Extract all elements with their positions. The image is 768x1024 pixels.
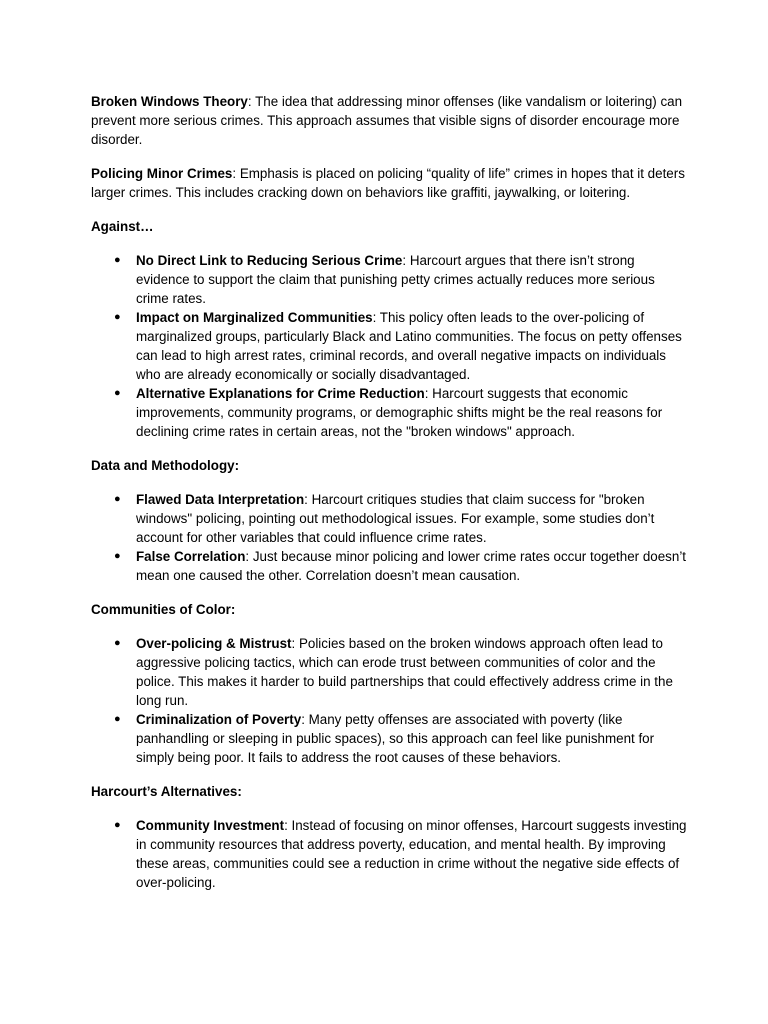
bullet-list-communities-of-color <box>91 634 691 767</box>
item-term: No Direct Link to Reducing Serious Crime <box>136 253 403 268</box>
item-term: Community Investment <box>136 818 285 833</box>
bullet-icon: ● <box>114 387 121 399</box>
intro-paragraph-broken-windows <box>91 92 691 149</box>
bullet-list-against <box>91 251 691 441</box>
bullet-list-data-methodology <box>91 490 691 585</box>
section-heading-against: Against… <box>91 219 154 234</box>
section-heading-communities-of-color: Communities of Color: <box>91 602 236 617</box>
item-text: : Many petty offenses are associated with poverty (like panhandling or sleeping in public spaces), so this approach can feel like punishment for simply being poor. It fails to address the root causes of these behaviors. <box>136 712 655 765</box>
definition: : Emphasis is placed on policing “quality of life” crimes in hopes that it deters larger crimes. This includes cracking down on behaviors like graffiti, jaywalking, or loitering. <box>91 166 685 200</box>
item-term: Criminalization of Poverty <box>136 712 302 727</box>
bullet-icon: ● <box>114 254 121 266</box>
item-text: : Instead of focusing on minor offenses, Harcourt suggests investing in community resources that address poverty, education, and mental health. By improving these areas, communities could see a reduction in crime without the negative side effects of over-policing. <box>136 818 687 890</box>
item-text: : Harcourt suggests that economic improvements, community programs, or demographic shifts might be the real reasons for declining crime rates in certain areas, not the "broken windows" approach. <box>136 386 663 439</box>
bullet-icon: ● <box>114 493 121 505</box>
bullet-icon: ● <box>114 637 121 649</box>
section-heading-harcourts-alternatives: Harcourt’s Alternatives: <box>91 784 242 799</box>
item-text: : Harcourt critiques studies that claim success for "broken windows" policing, pointing out methodological issues. For example, some studies don’t account for other variables that could influence crime rates. <box>136 492 655 545</box>
item-term: Impact on Marginalized Communities <box>136 310 373 325</box>
term: Policing Minor Crimes <box>91 166 233 181</box>
bullet-list-harcourts-alternatives <box>91 816 691 892</box>
document-body <box>91 92 691 907</box>
item-text: : Just because minor policing and lower crime rates occur together doesn’t mean one caused the other. Correlation doesn’t mean causation. <box>136 549 687 583</box>
item-text: : Policies based on the broken windows approach often lead to aggressive policing tactics, which can erode trust between communities of color and the police. This makes it harder to build partnerships that could effectively address crime in the long run. <box>136 636 673 708</box>
bullet-icon: ● <box>114 819 121 831</box>
definition: : The idea that addressing minor offenses (like vandalism or loitering) can prevent more serious crimes. This approach assumes that visible signs of disorder encourage more disorder. <box>91 94 683 147</box>
section-heading-data-methodology: Data and Methodology: <box>91 458 240 473</box>
list-item <box>91 634 691 710</box>
intro-paragraph-policing-minor-crimes <box>91 164 691 202</box>
list-item <box>91 251 691 308</box>
list-item <box>91 816 691 892</box>
bullet-icon: ● <box>114 311 121 323</box>
item-term: Flawed Data Interpretation <box>136 492 305 507</box>
list-item <box>91 710 691 767</box>
item-text: : This policy often leads to the over-policing of marginalized groups, particularly Black and Latino communities. The focus on petty offenses can lead to high arrest rates, criminal records, and overall negative impacts on individuals who are already economically or socially disadvantaged. <box>136 310 682 382</box>
list-item <box>91 308 691 384</box>
term: Broken Windows Theory <box>91 94 248 109</box>
list-item <box>91 490 691 547</box>
bullet-icon: ● <box>114 713 121 725</box>
item-text: : Harcourt argues that there isn’t strong evidence to support the claim that punishing petty crimes actually reduces more serious crime rates. <box>136 253 655 306</box>
item-term: Alternative Explanations for Crime Reduction <box>136 386 425 401</box>
list-item <box>91 384 691 441</box>
item-term: False Correlation <box>136 549 246 564</box>
bullet-icon: ● <box>114 550 121 562</box>
item-term: Over-policing & Mistrust <box>136 636 292 651</box>
list-item <box>91 547 691 585</box>
